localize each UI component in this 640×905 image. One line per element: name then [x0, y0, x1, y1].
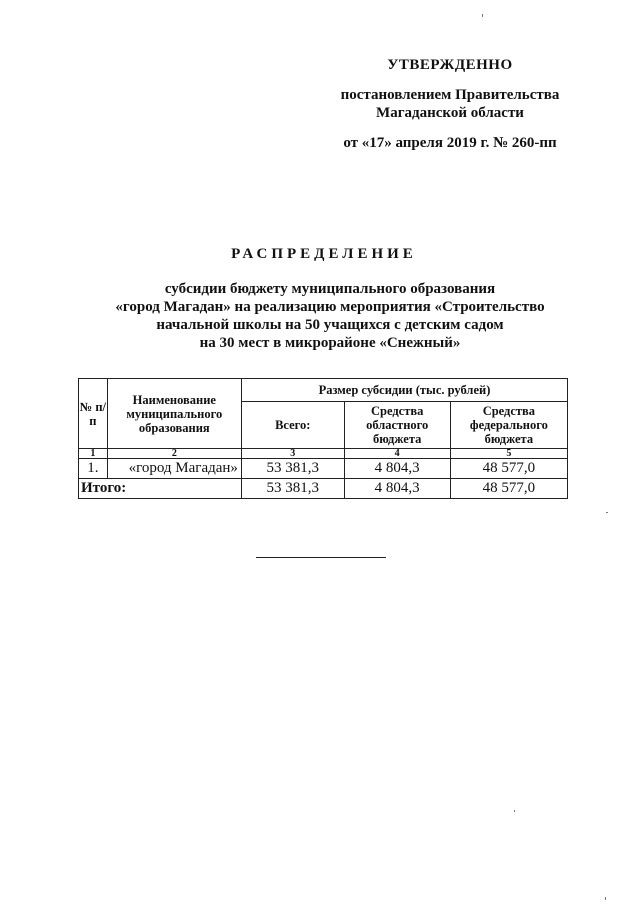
table-row — [79, 459, 568, 479]
totals-regional: 4 804,3 — [344, 479, 450, 499]
column-index-row — [79, 449, 568, 459]
totals-label: Итого: — [79, 479, 242, 499]
column-index: 5 — [450, 449, 567, 459]
header-subsidy-group: Размер субсидии (тыс. рублей) — [241, 379, 567, 402]
row-total: 53 381,3 — [241, 459, 344, 479]
header-name: Наименование муниципального образования — [107, 379, 241, 449]
column-index: 3 — [241, 449, 344, 459]
scan-speck — [482, 14, 483, 17]
header-regional: Средства областного бюджета — [344, 402, 450, 449]
approval-line-1: постановлением Правительства — [340, 87, 560, 103]
scan-speck — [514, 810, 515, 812]
totals-federal: 48 577,0 — [450, 479, 567, 499]
row-federal: 48 577,0 — [450, 459, 567, 479]
approval-line-2: Магаданской области — [376, 105, 524, 121]
header-total: Всего: — [241, 402, 344, 449]
document-heading: РАСПРЕДЕЛЕНИЕ — [231, 246, 417, 262]
approval-title: УТВЕРЖДЕННО — [387, 57, 513, 73]
subtitle-line-1: субсидии бюджету муниципального образования — [164, 281, 496, 297]
column-index: 2 — [107, 449, 241, 459]
scan-speck — [605, 897, 606, 900]
scan-speck — [606, 512, 608, 513]
closing-line — [256, 557, 386, 558]
column-index: 4 — [344, 449, 450, 459]
totals-row — [79, 479, 568, 499]
row-regional: 4 804,3 — [344, 459, 450, 479]
subtitle-line-3: начальной школы на 50 учащихся с детским садом — [156, 317, 504, 333]
header-federal: Средства федерального бюджета — [450, 402, 567, 449]
row-num: 1. — [79, 459, 108, 479]
approval-date: от «17» апреля 2019 г. № 260-пп — [343, 135, 557, 151]
totals-total: 53 381,3 — [241, 479, 344, 499]
subtitle-line-4: на 30 мест в микрорайоне «Снежный» — [199, 335, 461, 351]
subtitle-line-2: «город Магадан» на реализацию мероприятия «Строительство — [115, 299, 545, 315]
header-num: № п/п — [79, 379, 108, 449]
row-name: «город Магадан» — [107, 459, 241, 479]
distribution-table — [78, 378, 568, 499]
column-index: 1 — [79, 449, 108, 459]
